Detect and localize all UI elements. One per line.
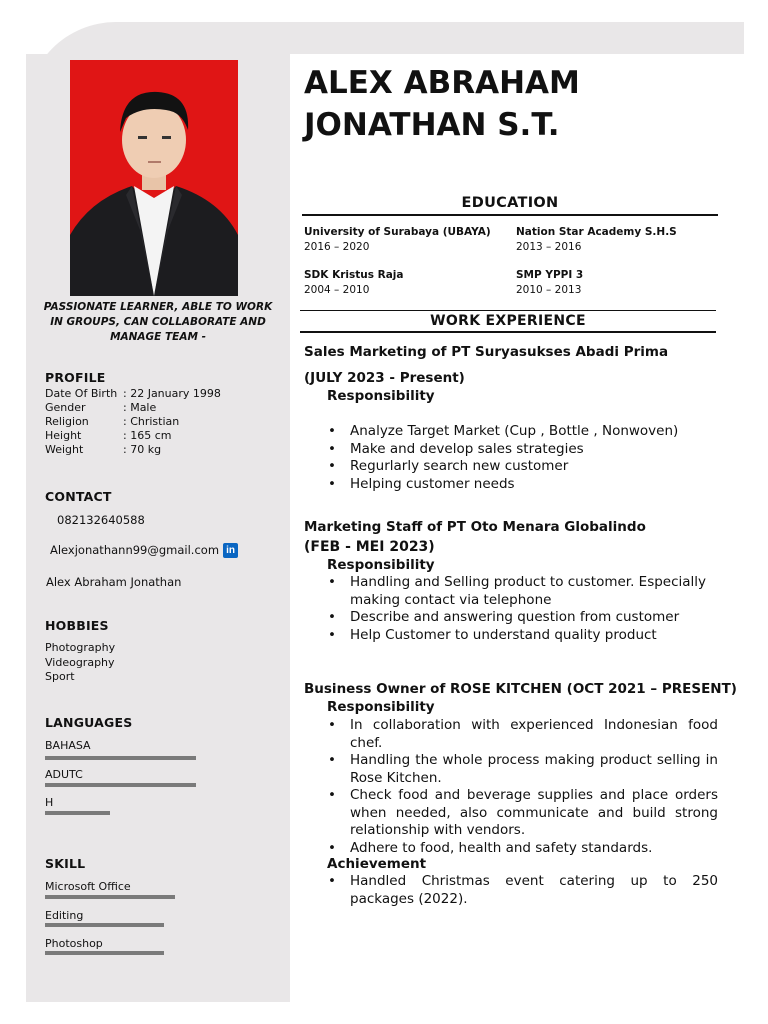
education-entry	[304, 268, 404, 297]
work-top-divider	[300, 310, 716, 311]
skill-name: Microsoft Office	[45, 880, 131, 893]
school-years: 2010 – 2013	[516, 283, 582, 296]
list-item: • Helping customer needs	[326, 476, 718, 494]
contact-title: CONTACT	[45, 489, 112, 504]
hobbies-list	[45, 641, 115, 685]
profile-value: : 22 January 1998	[123, 387, 221, 400]
school-name: University of Surabaya (UBAYA)	[304, 226, 491, 238]
achievement-label: Achievement	[327, 856, 427, 872]
education-entry	[516, 225, 677, 254]
list-item: • Help Customer to understand quality product	[326, 627, 718, 645]
list-item: • Handling and Selling product to customer. Especially making contact via telephone	[326, 574, 718, 609]
school-years: 2013 – 2016	[516, 240, 582, 253]
profile-label: Religion	[45, 415, 89, 428]
language-level-bar	[45, 756, 196, 760]
profile-row	[45, 387, 275, 401]
skill-level-bar	[45, 923, 164, 927]
skill-name: Editing	[45, 909, 84, 922]
education-entry	[516, 268, 583, 297]
profile-value: : Male	[123, 401, 157, 414]
education-divider	[302, 214, 718, 216]
school-name: SDK Kristus Raja	[304, 269, 404, 281]
job-period: (FEB - MEI 2023)	[304, 539, 435, 555]
job-title: Business Owner of ROSE KITCHEN (OCT 2021 – PRESENT)	[304, 681, 737, 697]
hobbies-title: HOBBIES	[45, 618, 109, 633]
list-item: • Check food and beverage supplies and place orders when needed, also communicate and build strong relationship with vendors.	[326, 787, 718, 840]
skill-name: Photoshop	[45, 937, 103, 950]
responsibility-list	[326, 574, 718, 644]
tagline: PASSIONATE LEARNER, ABLE TO WORK IN GROUPS, CAN COLLABORATE AND MANAGE TEAM -	[43, 301, 273, 343]
work-experience-title: WORK EXPERIENCE	[430, 313, 586, 329]
profile-label: Height	[45, 429, 82, 442]
profile-row	[45, 443, 275, 457]
responsibility-label: Responsibility	[327, 557, 435, 573]
school-years: 2016 – 2020	[304, 240, 370, 253]
full-name	[304, 62, 734, 146]
name-line-1: ALEX ABRAHAM	[304, 65, 580, 101]
school-name: Nation Star Academy S.H.S	[516, 226, 677, 238]
list-item: • Handled Christmas event catering up to 250 packages (2022).	[326, 873, 718, 908]
linkedin-icon[interactable]: in	[223, 543, 238, 558]
profile-label: Weight	[45, 443, 84, 456]
list-item: • Regurlarly search new customer	[326, 458, 718, 476]
profile-row	[45, 401, 275, 415]
profile-value: : 165 cm	[123, 429, 172, 442]
responsibility-label: Responsibility	[327, 699, 435, 715]
hobby-item: Videography	[45, 655, 115, 669]
profile-label: Gender	[45, 401, 86, 414]
list-item: • Make and develop sales strategies	[326, 441, 718, 459]
language-level-bar	[45, 783, 196, 787]
hobby-item: Sport	[45, 670, 75, 683]
skill-level-bar	[45, 895, 175, 899]
work-divider	[300, 331, 716, 333]
school-name: SMP YPPI 3	[516, 269, 584, 281]
linkedin-name[interactable]: Alex Abraham Jonathan	[46, 575, 182, 589]
profile-row	[45, 415, 275, 429]
language-level-bar	[45, 811, 110, 815]
school-years: 2004 – 2010	[304, 283, 370, 296]
profile-value: : Christian	[123, 415, 180, 428]
profile-row	[45, 429, 275, 443]
education-title: EDUCATION	[461, 195, 559, 211]
responsibility-label: Responsibility	[327, 388, 435, 404]
email-text[interactable]: Alexjonathann99@gmail.com	[50, 543, 220, 557]
language-name: H	[45, 796, 54, 809]
languages-title: LANGUAGES	[45, 715, 133, 730]
language-name: ADUTC	[45, 768, 83, 781]
list-item: • In collaboration with experienced Indonesian food chef.	[326, 717, 718, 752]
list-item: • Handling the whole process making product selling in Rose Kitchen.	[326, 752, 718, 787]
language-name: BAHASA	[45, 739, 91, 752]
education-entry	[304, 225, 491, 254]
responsibility-list	[326, 717, 718, 857]
job-title: Sales Marketing of PT Suryasukses Abadi Prima	[304, 344, 669, 360]
job-period: (JULY 2023 - Present)	[304, 370, 465, 386]
profile-details	[45, 387, 275, 457]
responsibility-list	[326, 423, 718, 493]
phone-number[interactable]: 082132640588	[57, 513, 145, 527]
list-item: • Adhere to food, health and safety standards.	[326, 840, 718, 858]
profile-photo	[70, 60, 238, 296]
profile-title: PROFILE	[45, 370, 106, 385]
achievement-list	[326, 873, 718, 908]
profile-value: : 70 kg	[123, 443, 162, 456]
list-item: • Describe and answering question from customer	[326, 609, 718, 627]
list-item: • Analyze Target Market (Cup , Bottle , Nonwoven)	[326, 423, 718, 441]
profile-label: Date Of Birth	[45, 387, 118, 400]
skill-title: SKILL	[45, 856, 86, 871]
hobby-item: Photography	[45, 641, 116, 654]
job-title: Marketing Staff of PT Oto Menara Globalindo	[304, 519, 646, 535]
name-line-2: JONATHAN S.T.	[304, 107, 560, 143]
skill-level-bar	[45, 951, 164, 955]
email-address[interactable]	[50, 543, 238, 558]
